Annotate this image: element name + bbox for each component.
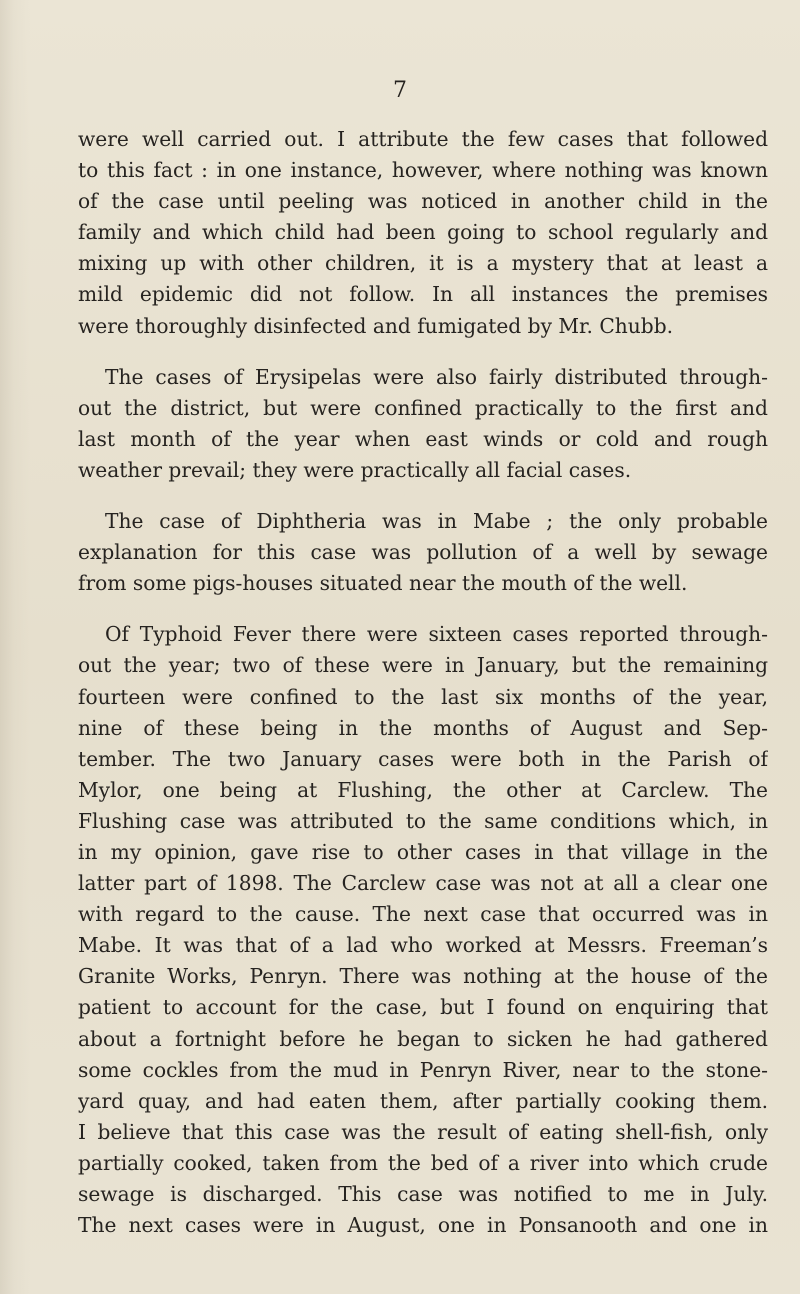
body-text xyxy=(78,124,768,1241)
text-line: were well carried out. I attribute the few cases that followed xyxy=(78,127,768,151)
paragraph-erysipelas xyxy=(78,362,768,486)
text-line: some cockles from the mud in Penryn River, near to the stone- xyxy=(78,1057,768,1082)
text-line: Granite Works, Penryn. There was nothing at the house of the xyxy=(78,964,768,989)
text-line: The next cases were in August, one in Ponsanooth and one in xyxy=(78,1213,768,1238)
text-line: of the case until peeling was noticed in another child in the xyxy=(78,189,768,214)
page-number: 7 xyxy=(393,78,407,103)
text-line: tember. The two January cases were both in the Parish of xyxy=(78,746,768,771)
paragraph-diphtheria xyxy=(78,506,768,599)
text-line: last month of the year when east winds or cold and rough xyxy=(78,426,768,451)
paragraph-scarlet-fever xyxy=(78,124,768,342)
text-line: family and which child had been going to school regularly and xyxy=(78,220,768,245)
text-line: to this fact : in one instance, however, where nothing was known xyxy=(78,158,768,183)
text-line: out the district, but were confined practically to the first and xyxy=(78,395,768,420)
text-line: partially cooked, taken from the bed of a river into which crude xyxy=(78,1150,768,1175)
text-line: Mabe. It was that of a lad who worked at Messrs. Freeman’s xyxy=(78,933,768,958)
text-line: were thoroughly disinfected and fumigated by Mr. Chubb. xyxy=(78,313,674,338)
text-line: The case of Diphtheria was in Mabe ; the only probable xyxy=(105,509,768,534)
text-line: explanation for this case was pollution of a well by sewage xyxy=(78,540,768,565)
text-line: Of Typhoid Fever there were sixteen cases reported through- xyxy=(105,622,768,647)
text-line: Flushing case was attributed to the same conditions which, in xyxy=(78,808,768,833)
text-line: from some pigs-houses situated near the mouth of the well. xyxy=(78,571,688,596)
text-line: The cases of Erysipelas were also fairly distributed through- xyxy=(105,364,768,389)
text-line: I believe that this case was the result of eating shell-fish, only xyxy=(78,1119,768,1144)
text-line: sewage is discharged. This case was notified to me in July. xyxy=(78,1182,768,1206)
text-line: fourteen were confined to the last six months of the year, xyxy=(78,684,768,709)
text-line: nine of these being in the months of August and Sep- xyxy=(78,715,768,740)
paragraph-typhoid-fever xyxy=(78,619,768,1241)
text-line: mixing up with other children, it is a mystery that at least a xyxy=(78,251,768,276)
text-line: yard quay, and had eaten them, after partially cooking them. xyxy=(78,1088,768,1113)
text-line: patient to account for the case, but I found on enquiring that xyxy=(78,995,768,1020)
text-line: weather prevail; they were practically all facial cases. xyxy=(78,457,632,482)
text-line: Mylor, one being at Flushing, the other at Carclew. The xyxy=(78,777,768,802)
text-line: mild epidemic did not follow. In all instances the premises xyxy=(78,282,768,307)
text-line: out the year; two of these were in January, but the remaining xyxy=(78,653,768,678)
text-line: latter part of 1898. The Carclew case was not at all a clear one xyxy=(78,871,768,896)
text-line: about a fortnight before he began to sicken he had gathered xyxy=(78,1026,768,1051)
text-line: with regard to the cause. The next case that occurred was in xyxy=(78,902,768,927)
text-line: in my opinion, gave rise to other cases in that village in the xyxy=(78,839,768,864)
